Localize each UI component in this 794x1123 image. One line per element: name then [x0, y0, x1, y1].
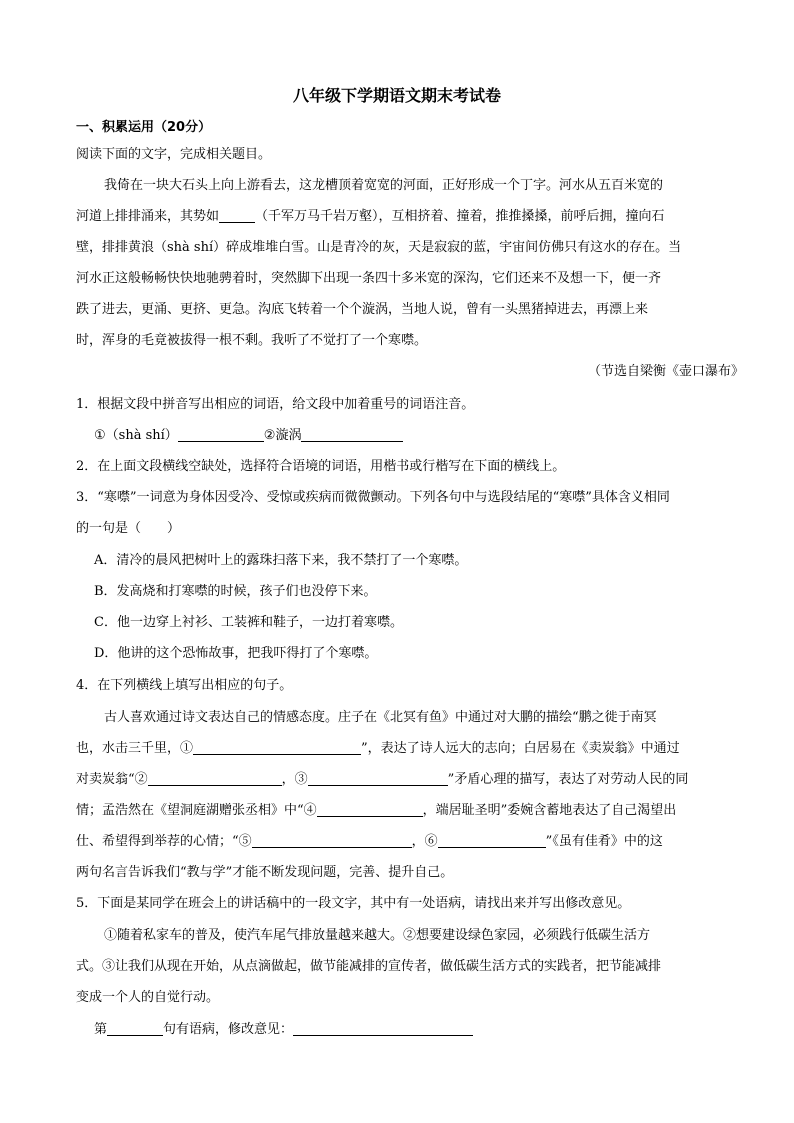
answer-blank-2[interactable] [148, 771, 282, 786]
question-1: 1．根据文段中拼音写出相应的词语，给文段中加着重号的词语注音。 [76, 397, 475, 412]
option-a[interactable]: A．清冷的晨风把树叶上的露珠扫落下来，我不禁打了一个寒噤。 [94, 553, 468, 568]
page-title: 八年级下学期语文期末考试卷 [292, 86, 501, 105]
question-text: 情；孟浩然在《望洞庭湖赠张丞相》中“④ [76, 803, 317, 818]
question-1-answers [94, 426, 774, 446]
answer-label: ②漩涡 [263, 428, 302, 443]
question-5-line: ①随着私家车的普及，使汽车尾气排放量越来越大。②想要建设绿色家园，必须践行低碳生活方 [104, 928, 651, 943]
passage-line: 河水正这般畅畅快快地驰骋着时，突然脚下出现一条四十多米宽的深沟，它们还来不及想一下，便一齐 [76, 271, 662, 286]
passage-line: 时，浑身的毛竟被拔得一根不剩。我听了不觉打了一个寒噤。 [76, 333, 428, 348]
question-text: ，③ [281, 772, 308, 787]
passage-text: 河道上排排涌来，其势如 [76, 209, 220, 224]
answer-label: 句有语病，修改意见： [163, 1022, 294, 1037]
question-text: ，⑥ [411, 834, 438, 849]
question-2: 2．在上面文段横线空缺处，选择符合语境的词语，用楷书或行楷写在下面的横线上。 [76, 459, 566, 474]
answer-blank-3[interactable] [308, 771, 448, 786]
answer-blank-sentence[interactable] [107, 1021, 163, 1036]
option-c[interactable]: C．他一边穿上衬衫、工装裤和鞋子，一边打着寒噤。 [94, 615, 403, 630]
question-text: ”，表达了诗人远大的志向；白居易在《卖炭翁》中通过 [361, 741, 680, 756]
instruction-text: 阅读下面的文字，完成相关题目。 [76, 147, 272, 162]
question-5-line: 式。③让我们从现在开始，从点滴做起，做节能减排的宣传者，做低碳生活方式的实践者，把节能减排 [76, 959, 662, 974]
question-text: 对卖炭翁“② [76, 772, 148, 787]
question-text: 也，水击三千里，① [76, 741, 194, 756]
question-text: ，端居耻圣明”委婉含蓄地表达了自己渴望出 [422, 803, 677, 818]
question-3-stem: 的一句是（ ） [76, 521, 181, 536]
question-4-line [76, 801, 756, 821]
passage-line: 跌了进去，更涌、更挤、更急。沟底飞转着一个个漩涡，当地人说，曾有一头黑猪掉进去，再漂上来 [76, 302, 649, 317]
question-3: 3．“寒噤”一词意为身体因受冷、受惊或疾病而微微颤动。下列各句中与选段结尾的“寒噤”具体含义相同 [76, 490, 670, 505]
answer-blank-5[interactable] [252, 833, 412, 848]
question-4-line [76, 832, 756, 852]
answer-blank[interactable] [178, 427, 264, 442]
question-text: 仕、希望得到举荐的心情；“⑤ [76, 834, 252, 849]
section-heading: 一、积累运用（20分） [76, 120, 212, 135]
question-4-line: 两句名言告诉我们“教与学”才能不断发现问题，完善、提升自己。 [76, 865, 454, 880]
passage-line: 壁，排排黄浪（shà shí）碎成堆堆白雪。山是青冷的灰，天是寂寂的蓝，宇宙间仿佛只有这水的存在。当 [76, 240, 682, 255]
passage-source: （节选自梁衡《壶口瀑布》 [587, 364, 744, 379]
question-4-line: 古人喜欢通过诗文表达自己的情感态度。庄子在《北冥有鱼》中通过对大鹏的描绘“鹏之徙于南冥 [104, 710, 657, 725]
answer-label: ①（shà shí） [94, 428, 178, 443]
option-b[interactable]: B．发高烧和打寒噤的时候，孩子们也没停下来。 [94, 584, 377, 599]
question-4-line [76, 770, 756, 790]
passage-line: 我倚在一块大石头上向上游看去，这龙槽顶着宽宽的河面，正好形成一个丁字。河水从五百米宽的 [104, 178, 664, 193]
answer-blank-6[interactable] [438, 833, 546, 848]
answer-blank-revision[interactable] [293, 1021, 473, 1036]
answer-blank[interactable] [301, 427, 403, 442]
question-text: ”《虽有佳肴》中的这 [545, 834, 663, 849]
question-text: ”矛盾心理的描写，表达了对劳动人民的同 [447, 772, 689, 787]
option-d[interactable]: D．他讲的这个恐怖故事，把我吓得打了个寒噤。 [94, 646, 378, 661]
question-5-answer [94, 1020, 774, 1040]
question-5: 5．下面是某同学在班会上的讲话稿中的一段文字，其中有一处语病，请找出来并写出修改意见。 [76, 896, 631, 911]
question-4: 4．在下列横线上填写出相应的句子。 [76, 678, 293, 693]
passage-line [76, 207, 756, 227]
answer-blank-4[interactable] [317, 802, 423, 817]
passage-text: （千军万马千岩万壑），互相挤着、撞着，推推搡搡，前呼后拥，撞向石 [255, 209, 665, 224]
answer-label: 第 [94, 1022, 108, 1037]
question-5-line: 变成一个人的自觉行动。 [76, 990, 220, 1005]
answer-blank-1[interactable] [193, 740, 361, 755]
question-4-line [76, 739, 756, 759]
answer-blank[interactable] [219, 208, 255, 223]
